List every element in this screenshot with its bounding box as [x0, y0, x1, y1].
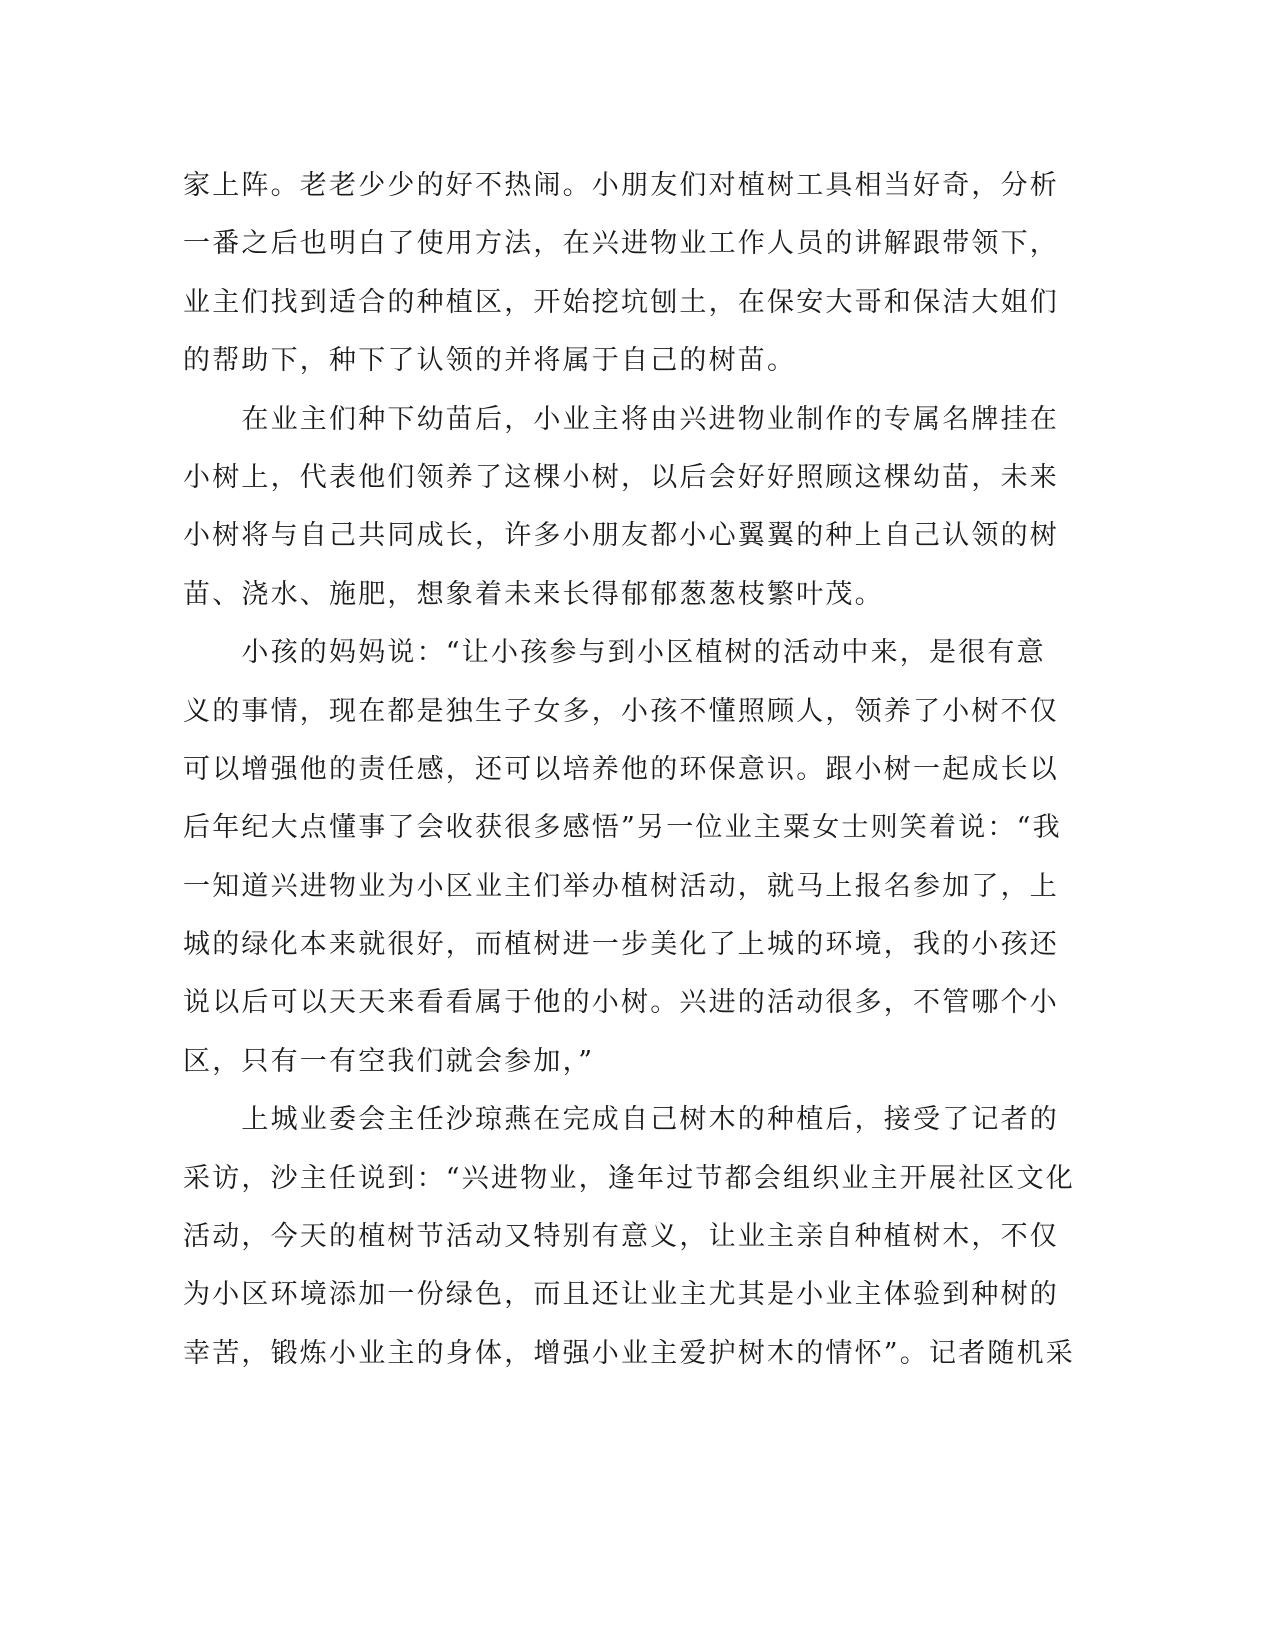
- text-line: 业主们找到适合的种植区，开始挖坑刨土，在保安大哥和保洁大姐们: [183, 286, 1059, 318]
- text-line: 为小区环境添加一份绿色，而且还让业主尤其是小业主体验到种树的: [183, 1279, 1059, 1311]
- text-line: 小树上，代表他们领养了这棵小树，以后会好好照顾这棵幼苗，未来: [183, 461, 1059, 493]
- text-line: 区，只有一有空我们就会参加，”: [183, 1045, 595, 1077]
- text-line: 一知道兴进物业为小区业主们举办植树活动，就马上报名参加了，上: [183, 870, 1059, 902]
- text-line: 苗、浇水、施肥，想象着未来长得郁郁葱葱枝繁叶茂。: [183, 578, 884, 610]
- text-line: 的帮助下，种下了认领的并将属于自己的树苗。: [183, 345, 797, 377]
- text-line: 小孩的妈妈说：“让小孩参与到小区植树的活动中来，是很有意: [183, 637, 1046, 669]
- text-line: 可以增强他的责任感，还可以培养他的环保意识。跟小树一起成长以: [183, 753, 1059, 785]
- text-line: 幸苦，锻炼小业主的身体，增强小业主爱护树木的情怀”。记者随机采: [183, 1337, 1076, 1369]
- text-line: 后年纪大点懂事了会收获很多感悟”另一位业主粟女士则笑着说：“我: [183, 812, 1062, 844]
- text-line: 一番之后也明白了使用方法，在兴进物业工作人员的讲解跟带领下，: [183, 228, 1059, 260]
- text-line: 采访，沙主任说到：“兴进物业，逢年过节都会组织业主开展社区文化: [183, 1162, 1076, 1194]
- article-body: [183, 157, 1076, 1383]
- text-line: 说以后可以天天来看看属于他的小树。兴进的活动很多，不管哪个小: [183, 987, 1059, 1019]
- text-line: 义的事情，现在都是独生子女多，小孩不懂照顾人，领养了小树不仅: [183, 695, 1059, 727]
- text-line: 活动，今天的植树节活动又特别有意义，让业主亲自种植树木，不仅: [183, 1221, 1059, 1253]
- text-line: 上城业委会主任沙琼燕在完成自己树木的种植后，接受了记者的: [183, 1104, 1059, 1136]
- text-line: 小树将与自己共同成长，许多小朋友都小心翼翼的种上自己认领的树: [183, 520, 1059, 552]
- text-line: 家上阵。老老少少的好不热闹。小朋友们对植树工具相当好奇，分析: [183, 170, 1059, 201]
- text-line: 城的绿化本来就很好，而植树进一步美化了上城的环境，我的小孩还: [183, 929, 1059, 961]
- text-line: 在业主们种下幼苗后，小业主将由兴进物业制作的专属名牌挂在: [183, 403, 1059, 435]
